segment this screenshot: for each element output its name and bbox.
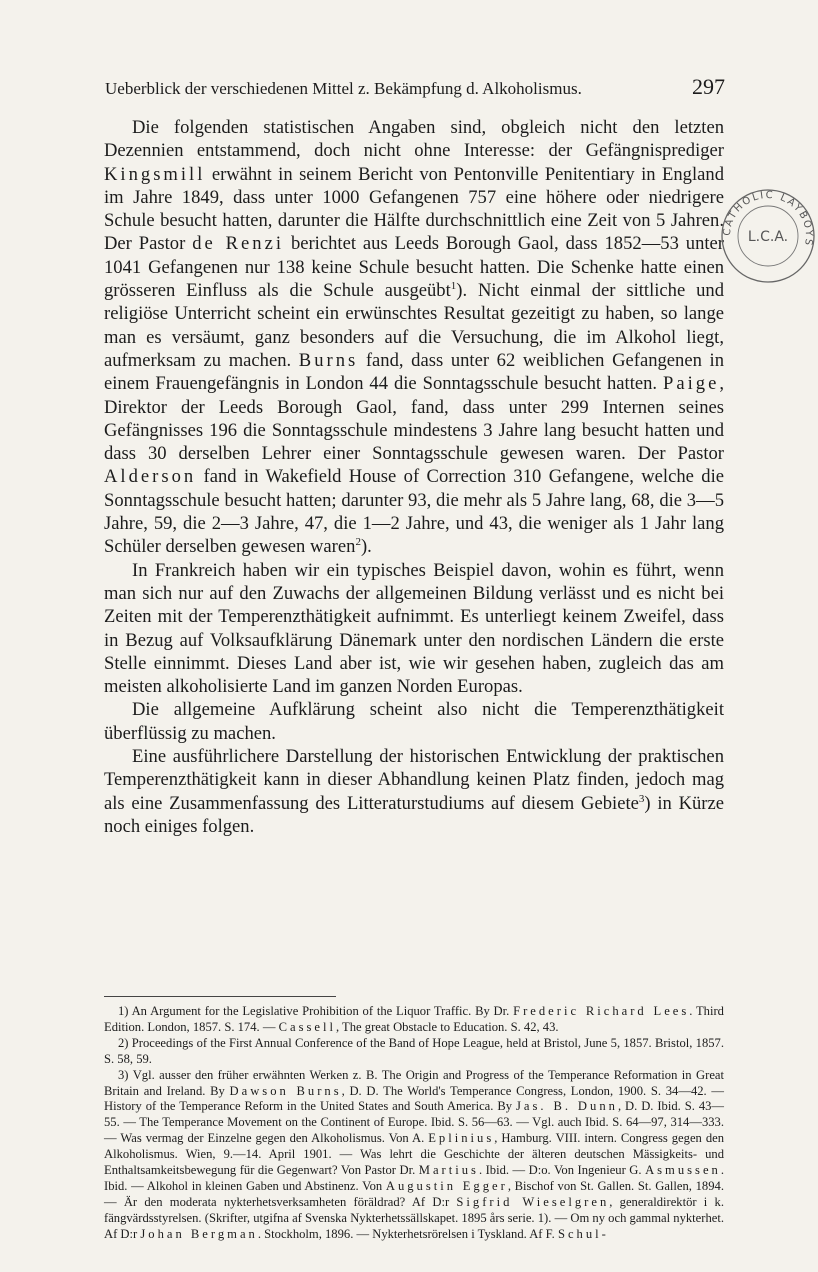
stamp-ring-text: CATHOLIC LAYBOYS: [721, 189, 815, 248]
name-kingsmill: Kingsmill: [104, 163, 206, 185]
name-de-renzi: de Renzi: [192, 233, 285, 255]
paragraph-statistics: Die folgenden statistischen Angaben sind, obgleich nicht den letzten Dezennien entstammend, doch nicht ohne Interesse: der Gefängnisprediger Kingsmill erwähnt in seinem Bericht von Pentonville Penitentiary in England im Jahre 1849, dass unter 1000 Gefangenen 757 eine höhere oder niedrigere Schule besucht hatten, darunter die Hälfte durchschnittlich eine Zeit von 5 Jahren. Der Pastor de Renzi berichtet aus Leeds Borough Gaol, dass 1852—53 unter 1041 Gefangenen nur 138 keine Schule besucht hatten. Die Schenke hatte einen grösseren Einfluss als die Schule ausgeübt$^1$). Nicht einmal der sittliche und religiöse Unterricht scheint ein erwünschtes Resultat gezeitigt zu haben, so lange man es versäumt, ganz besonders auf die Versuchung, die im Alkohol liegt, aufmerksam zu machen. Burns fand, dass unter 62 weiblichen Gefangenen in einem Frauengefängnis in London 44 die Sonntagsschule besucht hatten. Paige, Direktor der Leeds Borough Gaol, fand, dass unter 299 Internen seines Gefängnisses 196 die Sonntagsschule mindestens 3 Jahre lang besucht hatten und dass 30 derselben Lehrer einer Sonntagsschule gewesen waren. Der Pastor Alderson fand in Wakefield House of Correction 310 Gefangene, welche die Sonntagsschule besucht hatten; darunter 93, die mehr als 5 Jahre lang, 68, die 3—5 Jahre, 59, die 2—3 Jahre, 47, die 1—2 Jahre, und 43, die weniger als 1 Jahr lang Schüler derselben gewesen waren$^2$).: [104, 117, 725, 558]
footnote-1: 1) An Argument for the Legislative Prohibition of the Liquor Traffic. By Dr. Frederic Richard Lees. Third Edition. London, 1857. S. 174. — Cassell, The great Obstacle to Education. S. 42, 43.: [104, 1004, 724, 1034]
footnote-3: 3) Vgl. ausser den früher erwähnten Werken z. B. The Origin and Progress of the Temperance Reformation in Great Britain and Ireland. By Dawson Burns, D. D. The World's Temperance Congress, London, 1900. S. 34—42. — History of the Temperance Reform in the United States and South America. By Jas. B. Dunn, D. D. Ibid. S. 43—55. — The Temperance Movement on the Continent of Europe. Ibid. S. 56—63. — Vgl. auch Ibid. S. 64—97, 314—333. — Was vermag der Einzelne gegen den Alkoholismus. Von A. Eplinius, Hamburg. VIII. intern. Congress gegen den Alkoholismus. Wien, 9.—14. April 1901. — Was lehrt die Geschichte der älteren deutschen Mässigkeits- und Enthaltsamkeitsbewegung für die Gegenwart? Von Pastor Dr. Martius. Ibid. — D:o. Von Ingenieur G. Asmussen. Ibid. — Alkohol in kleinen Gaben und Abstinenz. Von Augustin Egger, Bischof von St. Gallen. St. Gallen, 1894. — Är den moderata nykterhetsverksamheten föräldrad? Af D:r Sigfrid Wieselgren, generaldirektör i k. fängvärdsstyrelsen. (Skrifter, utgifna af Svenska Nykterhetssällskapet. 1895 års serie. 1). — Om ny och gammal nykterhet. Af D:r Johan Bergman. Stockholm, 1896. — Nykterhetsrörelsen i Tyskland. Af F. Schul-: [104, 1067, 725, 1241]
running-header: [105, 74, 725, 100]
footnotes: [104, 1004, 724, 1243]
running-title: Ueberblick der verschiedenen Mittel z. Bekämpfung d. Alkoholismus.: [105, 79, 582, 98]
page-number: 297: [692, 74, 725, 99]
paragraph-enlightenment: Die allgemeine Aufklärung scheint also nicht die Temperenzthätigkeit überflüssig zu machen.: [104, 699, 724, 744]
main-text: [104, 116, 724, 838]
footnote-ref-3: 3: [638, 792, 645, 805]
footnote-divider: [104, 996, 336, 997]
paragraph-summary: Eine ausführlichere Darstellung der historischen Entwicklung der praktischen Temperenzthätigkeit kann in dieser Abhandlung keinen Platz finden, jedoch mag als eine Zusammenfassung des Litteraturstudiums auf diesem Gebiete$^3$) in Kürze noch einiges folgen.: [104, 746, 725, 837]
stamp-center-text: L.C.A.: [747, 229, 789, 245]
footnote-ref-1: 1: [450, 279, 457, 292]
library-stamp-icon: [718, 186, 818, 286]
name-paige: Paige: [663, 373, 720, 395]
name-alderson: Alderson: [104, 466, 197, 488]
name-burns: Burns: [298, 349, 359, 371]
footnote-ref-2: 2: [355, 536, 361, 549]
footnote-2: 2) Proceedings of the First Annual Conference of the Band of Hope League, held at Bristol, June 5, 1857. Bristol, 1857. S. 58, 59.: [104, 1035, 724, 1066]
paragraph-france: In Frankreich haben wir ein typisches Beispiel davon, wohin es führt, wenn man sich nur auf den Zuwachs der allgemeinen Bildung verlässt und es nicht bei Zeiten mit der Temperenzthätigkeit aufnimmt. Es unterliegt keinem Zweifel, dass in Bezug auf Volksaufklärung Dänemark unter den nordischen Ländern die erste Stelle einnimmt. Dieses Land aber ist, wie wir gesehen haben, zugleich das am meisten alkoholisierte Land im ganzen Norden Europas.: [104, 559, 724, 698]
